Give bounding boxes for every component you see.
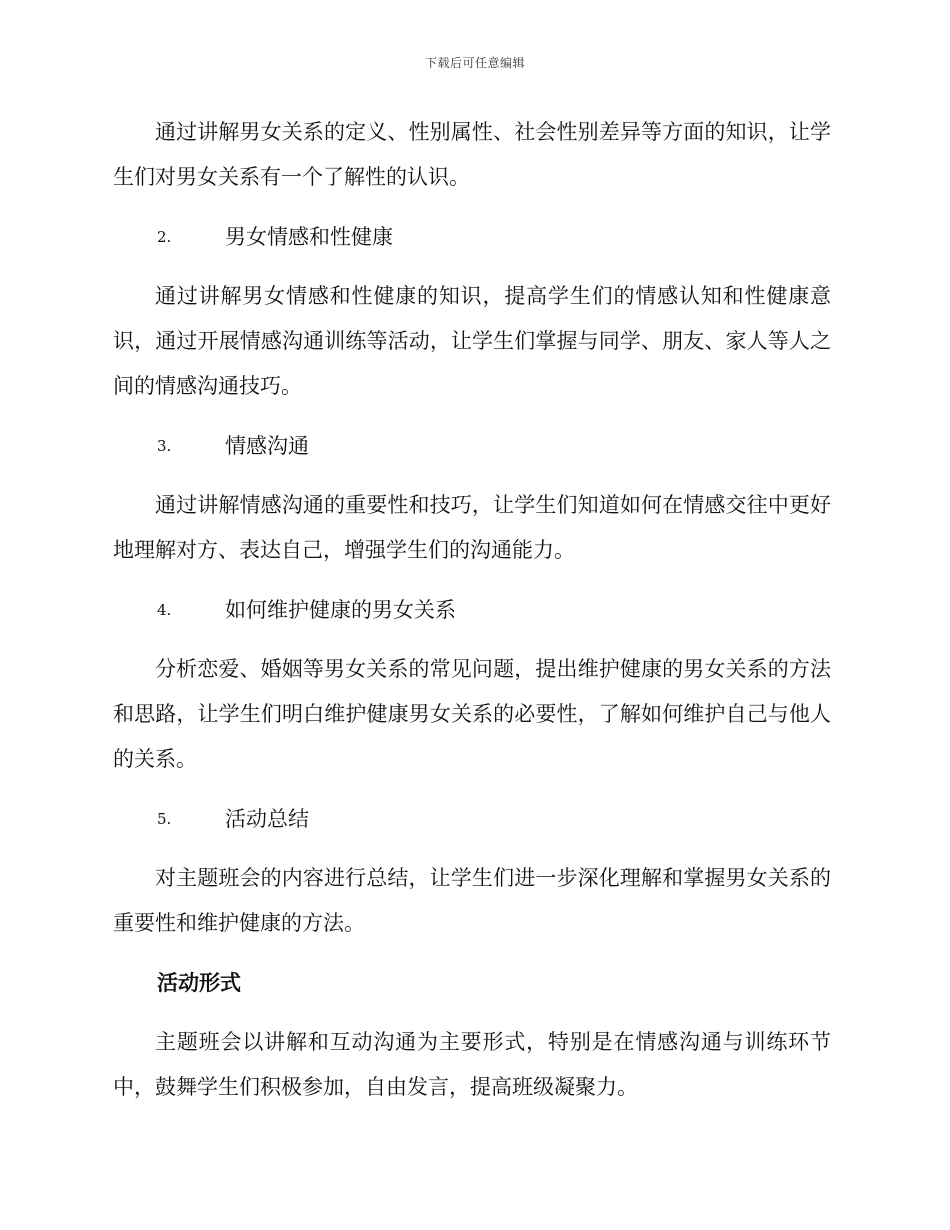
item-4-paragraph: 分析恋爱、婚姻等男女关系的常见问题，提出维护健康的男女关系的方法和思路，让学生们明白维护健康男女关系的必要性，了解如何维护自己与他人的关系。	[113, 657, 831, 771]
intro-paragraph: 通过讲解男女关系的定义、性别属性、社会性别差异等方面的知识，让学生们对男女关系有一个了解性的认识。	[113, 120, 831, 189]
document-body	[113, 110, 831, 1124]
list-item-title: 情感沟通	[225, 434, 309, 458]
list-item-number: 4.	[157, 601, 172, 619]
item-2-paragraph: 通过讲解男女情感和性健康的知识，提高学生们的情感认知和性健康意识，通过开展情感沟通训练等活动，让学生们掌握与同学、朋友、家人等人之间的情感沟通技巧。	[113, 284, 831, 398]
section-heading: 活动形式	[157, 970, 241, 995]
item-5-paragraph: 对主题班会的内容进行总结，让学生们进一步深化理解和掌握男女关系的重要性和维护健康的方法。	[113, 866, 831, 935]
list-item	[113, 423, 831, 469]
list-item-number: 5.	[157, 810, 172, 828]
list-item	[113, 796, 831, 842]
list-item	[113, 587, 831, 633]
list-item-number: 2.	[157, 228, 172, 246]
list-item	[113, 214, 831, 260]
item-3-paragraph: 通过讲解情感沟通的重要性和技巧，让学生们知道如何在情感交往中更好地理解对方、表达自己，增强学生们的沟通能力。	[113, 493, 831, 562]
activity-form-paragraph: 主题班会以讲解和互动沟通为主要形式，特别是在情感沟通与训练环节中，鼓舞学生们积极参加，自由发言，提高班级凝聚力。	[113, 1030, 831, 1099]
page-header: 下载后可任意编辑	[424, 56, 525, 70]
list-item-title: 如何维护健康的男女关系	[225, 598, 456, 622]
list-item-title: 男女情感和性健康	[225, 225, 393, 249]
list-item-number: 3.	[157, 437, 172, 455]
list-item-title: 活动总结	[225, 807, 309, 831]
